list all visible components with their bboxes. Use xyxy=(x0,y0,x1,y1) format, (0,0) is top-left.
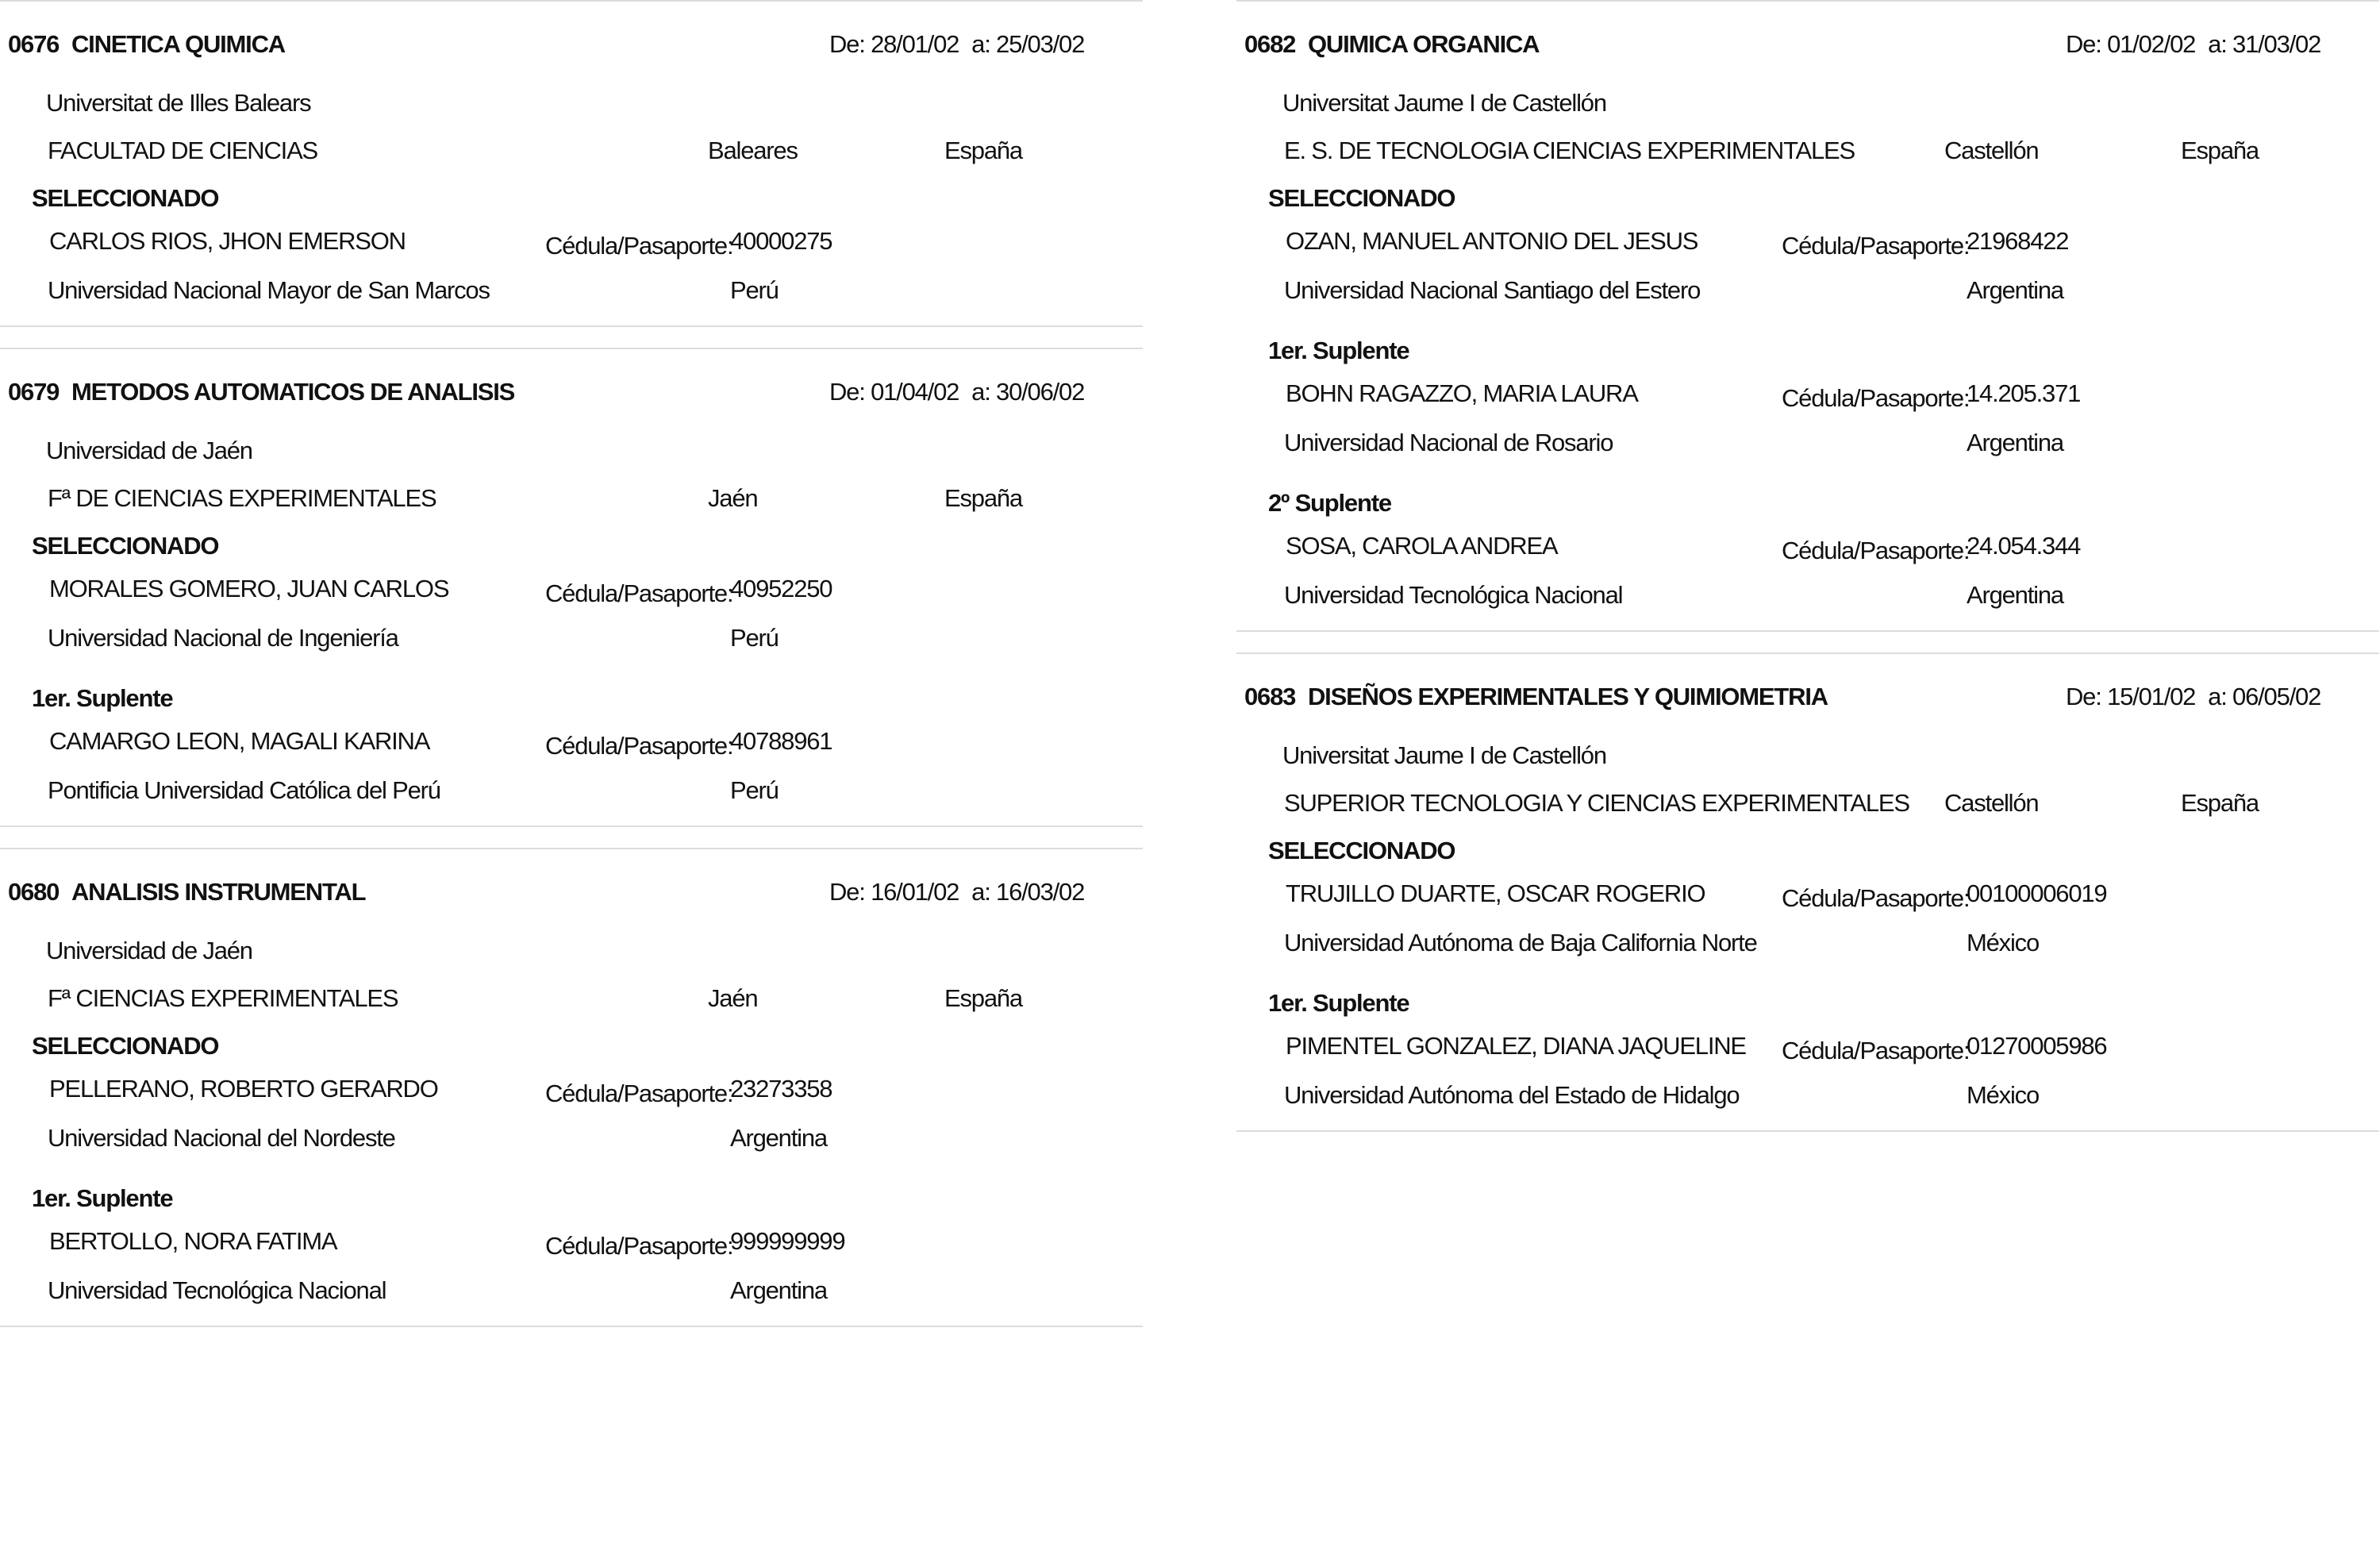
host-institution xyxy=(0,87,1143,184)
host-city: Jaén xyxy=(708,484,758,512)
id-label: Cédula/Pasaporte: xyxy=(545,1080,733,1107)
candidate-role: SELECCIONADO xyxy=(32,1032,219,1060)
left-column xyxy=(0,0,1143,1327)
candidate-country: Argentina xyxy=(730,1276,827,1304)
host-city: Jaén xyxy=(708,984,758,1012)
date-from-label: De: xyxy=(829,30,865,58)
host-city: Castellón xyxy=(1944,789,2039,817)
host-institution xyxy=(1236,87,2379,184)
candidate-country: Perú xyxy=(730,776,779,804)
candidate-role: SELECCIONADO xyxy=(1268,184,1455,212)
candidate-name: OZAN, MANUEL ANTONIO DEL JESUS xyxy=(1286,227,1698,255)
date-to-label: a: xyxy=(971,878,990,906)
candidate-entry xyxy=(0,1032,1143,1184)
course-block xyxy=(0,348,1143,827)
host-faculty: Fª CIENCIAS EXPERIMENTALES xyxy=(48,984,398,1012)
course-block xyxy=(1236,652,2379,1132)
candidate-country: México xyxy=(1967,929,2039,956)
candidate-country: Argentina xyxy=(1967,581,2063,609)
date-to-label: a: xyxy=(2208,683,2227,710)
host-university: Universidad de Jaén xyxy=(46,937,252,964)
candidate-entry xyxy=(1236,337,2379,489)
course-title: QUIMICA ORGANICA xyxy=(1308,30,1540,58)
host-faculty: Fª DE CIENCIAS EXPERIMENTALES xyxy=(48,484,436,512)
course-title: METODOS AUTOMATICOS DE ANALISIS xyxy=(71,378,515,406)
course-block xyxy=(0,848,1143,1327)
candidate-country: Argentina xyxy=(1967,276,2063,304)
candidate-id: 14.205.371 xyxy=(1967,379,2081,407)
date-to: 16/03/02 xyxy=(996,878,1085,906)
id-label: Cédula/Pasaporte: xyxy=(545,1232,733,1260)
course-dates xyxy=(829,878,1084,906)
date-from: 01/04/02 xyxy=(871,378,959,406)
date-to-label: a: xyxy=(971,30,990,58)
course-header xyxy=(0,849,1143,935)
candidate-entry xyxy=(0,1184,1143,1326)
host-university: Universidad de Jaén xyxy=(46,437,252,464)
host-faculty: SUPERIOR TECNOLOGIA Y CIENCIAS EXPERIMENTALES xyxy=(1284,789,1909,817)
candidate-id: 999999999 xyxy=(730,1227,845,1255)
host-country: España xyxy=(2181,789,2259,817)
course-header xyxy=(1236,654,2379,740)
course-header xyxy=(0,349,1143,435)
candidate-name: PELLERANO, ROBERTO GERARDO xyxy=(49,1075,438,1103)
host-university: Universitat Jaume I de Castellón xyxy=(1282,89,1606,117)
candidate-university: Universidad Nacional Santiago del Estero xyxy=(1284,276,1701,304)
id-label: Cédula/Pasaporte: xyxy=(1782,884,1970,912)
candidate-name: TRUJILLO DUARTE, OSCAR ROGERIO xyxy=(1286,879,1705,907)
course-code: 0679 xyxy=(8,378,60,406)
candidate-id: 01270005986 xyxy=(1967,1032,2107,1060)
date-to: 30/06/02 xyxy=(996,378,1085,406)
course-code: 0683 xyxy=(1244,683,1296,710)
candidate-id: 40952250 xyxy=(730,575,832,602)
candidate-entry xyxy=(1236,989,2379,1130)
course-dates xyxy=(829,378,1084,406)
course-block xyxy=(1236,0,2379,632)
candidate-name: BERTOLLO, NORA FATIMA xyxy=(49,1227,337,1255)
candidate-role: 1er. Suplente xyxy=(1268,989,1409,1017)
candidate-university: Universidad Tecnológica Nacional xyxy=(1284,581,1623,609)
host-university: Universitat Jaume I de Castellón xyxy=(1282,741,1606,769)
course-title: DISEÑOS EXPERIMENTALES Y QUIMIOMETRIA xyxy=(1308,683,1828,710)
candidate-id: 40000275 xyxy=(730,227,832,255)
host-faculty: E. S. DE TECNOLOGIA CIENCIAS EXPERIMENTALES xyxy=(1284,137,1855,164)
candidate-name: BOHN RAGAZZO, MARIA LAURA xyxy=(1286,379,1638,407)
candidate-role: SELECCIONADO xyxy=(32,532,219,560)
date-from-label: De: xyxy=(829,378,865,406)
date-from-label: De: xyxy=(2066,683,2101,710)
candidate-university: Universidad Nacional de Rosario xyxy=(1284,429,1613,456)
date-from: 15/01/02 xyxy=(2107,683,2196,710)
candidate-university: Universidad Autónoma de Baja California Norte xyxy=(1284,929,1757,956)
candidate-university: Pontificia Universidad Católica del Perú xyxy=(48,776,440,804)
date-to-label: a: xyxy=(971,378,990,406)
candidate-name: CARLOS RIOS, JHON EMERSON xyxy=(49,227,406,255)
host-institution xyxy=(0,435,1143,532)
candidate-country: Perú xyxy=(730,624,779,652)
candidate-entry xyxy=(1236,489,2379,630)
host-country: España xyxy=(944,484,1022,512)
id-label: Cédula/Pasaporte: xyxy=(1782,232,1970,260)
course-header xyxy=(1236,2,2379,87)
candidate-country: México xyxy=(1967,1081,2039,1109)
host-country: España xyxy=(944,137,1022,164)
date-to-label: a: xyxy=(2208,30,2227,58)
candidate-entry xyxy=(0,532,1143,684)
host-city: Castellón xyxy=(1944,137,2039,164)
host-university: Universitat de Illes Balears xyxy=(46,89,311,117)
id-label: Cédula/Pasaporte: xyxy=(1782,384,1970,412)
host-country: España xyxy=(944,984,1022,1012)
course-header xyxy=(0,2,1143,87)
candidate-name: PIMENTEL GONZALEZ, DIANA JAQUELINE xyxy=(1286,1032,1746,1060)
right-column xyxy=(1236,0,2379,1132)
candidate-university: Universidad Nacional del Nordeste xyxy=(48,1124,395,1152)
course-title: ANALISIS INSTRUMENTAL xyxy=(71,878,366,906)
candidate-name: SOSA, CAROLA ANDREA xyxy=(1286,532,1558,560)
candidate-id: 40788961 xyxy=(730,727,832,755)
candidate-id: 00100006019 xyxy=(1967,879,2107,907)
course-code: 0682 xyxy=(1244,30,1296,58)
candidate-role: 2º Suplente xyxy=(1268,489,1391,517)
host-city: Baleares xyxy=(708,137,798,164)
host-institution xyxy=(0,935,1143,1032)
course-dates xyxy=(2066,30,2320,59)
candidate-university: Universidad Tecnológica Nacional xyxy=(48,1276,386,1304)
host-faculty: FACULTAD DE CIENCIAS xyxy=(48,137,318,164)
candidate-country: Perú xyxy=(730,276,779,304)
candidate-university: Universidad Autónoma del Estado de Hidalgo xyxy=(1284,1081,1740,1109)
candidate-university: Universidad Nacional Mayor de San Marcos xyxy=(48,276,490,304)
id-label: Cédula/Pasaporte: xyxy=(545,732,733,760)
candidate-role: 1er. Suplente xyxy=(32,1184,173,1212)
candidate-id: 21968422 xyxy=(1967,227,2069,255)
candidate-role: SELECCIONADO xyxy=(32,184,219,212)
date-from-label: De: xyxy=(829,878,865,906)
host-country: España xyxy=(2181,137,2259,164)
candidate-name: CAMARGO LEON, MAGALI KARINA xyxy=(49,727,430,755)
candidate-entry xyxy=(0,184,1143,325)
candidate-entry xyxy=(0,684,1143,826)
date-to: 31/03/02 xyxy=(2232,30,2321,58)
candidate-role: 1er. Suplente xyxy=(1268,337,1409,364)
date-from: 28/01/02 xyxy=(871,30,959,58)
candidate-entry xyxy=(1236,184,2379,337)
candidate-role: 1er. Suplente xyxy=(32,684,173,712)
candidate-country: Argentina xyxy=(1967,429,2063,456)
candidate-entry xyxy=(1236,837,2379,989)
candidate-name: MORALES GOMERO, JUAN CARLOS xyxy=(49,575,449,602)
id-label: Cédula/Pasaporte: xyxy=(1782,1037,1970,1064)
id-label: Cédula/Pasaporte: xyxy=(1782,537,1970,564)
candidate-id: 23273358 xyxy=(730,1075,832,1103)
candidate-university: Universidad Nacional de Ingeniería xyxy=(48,624,398,652)
id-label: Cédula/Pasaporte: xyxy=(545,579,733,607)
course-code: 0676 xyxy=(8,30,60,58)
course-dates xyxy=(2066,683,2320,711)
date-from: 16/01/02 xyxy=(871,878,959,906)
course-block xyxy=(0,0,1143,327)
course-title: CINETICA QUIMICA xyxy=(71,30,285,58)
date-from-label: De: xyxy=(2066,30,2101,58)
candidate-id: 24.054.344 xyxy=(1967,532,2081,560)
course-code: 0680 xyxy=(8,878,60,906)
host-institution xyxy=(1236,740,2379,837)
candidate-role: SELECCIONADO xyxy=(1268,837,1455,864)
date-from: 01/02/02 xyxy=(2107,30,2196,58)
candidate-country: Argentina xyxy=(730,1124,827,1152)
course-dates xyxy=(829,30,1084,59)
date-to: 06/05/02 xyxy=(2232,683,2321,710)
id-label: Cédula/Pasaporte: xyxy=(545,232,733,260)
date-to: 25/03/02 xyxy=(996,30,1085,58)
